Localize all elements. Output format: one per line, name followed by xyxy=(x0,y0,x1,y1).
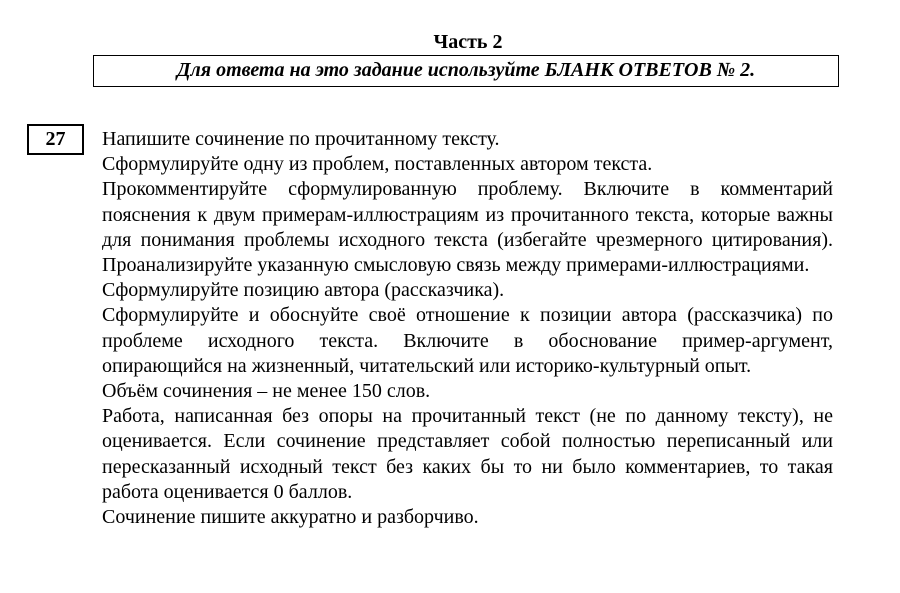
task-paragraph: Сформулируйте и обоснуйте своё отношение к позиции автора (рассказчика) по проблеме исходного текста. Включите в обоснование пример-аргумент, опирающийся на жизненный, читательский или историко-культурный опыт. xyxy=(102,304,833,377)
task-paragraph: Прокомментируйте сформулированную проблему. Включите в комментарий пояснения к двум примерам-иллюстрациям из прочитанного текста, которые важны для понимания проблемы исходного текста (избегайте чрезмерного цитирования). Проанализируйте указанную смысловую связь между примерами-иллюстрациями. xyxy=(102,178,833,277)
task-paragraph: Напишите сочинение по прочитанному тексту. xyxy=(102,128,500,150)
task-paragraph: Объём сочинения – не менее 150 слов. xyxy=(102,380,431,403)
task-paragraph: Работа, написанная без опоры на прочитанный текст (не по данному тексту), не оценивается. Если сочинение представляет собой полностью переписанный или пересказанный исходный текст без каких бы то ни было комментариев, то такая работа оценивается 0 баллов. xyxy=(102,405,833,503)
task-paragraph: Сформулируйте позицию автора (рассказчика). xyxy=(102,279,505,302)
answer-sheet-instruction: Для ответа на это задание используйте БЛАНК ОТВЕТОВ № 2. xyxy=(93,55,839,87)
task-number-box: 27 xyxy=(27,124,84,155)
task-paragraph: Сформулируйте одну из проблем, поставленных автором текста. xyxy=(102,153,653,176)
part-title: Часть 2 xyxy=(433,31,503,53)
task-paragraph: Сочинение пишите аккуратно и разборчиво. xyxy=(102,506,479,529)
task-text xyxy=(102,127,833,530)
